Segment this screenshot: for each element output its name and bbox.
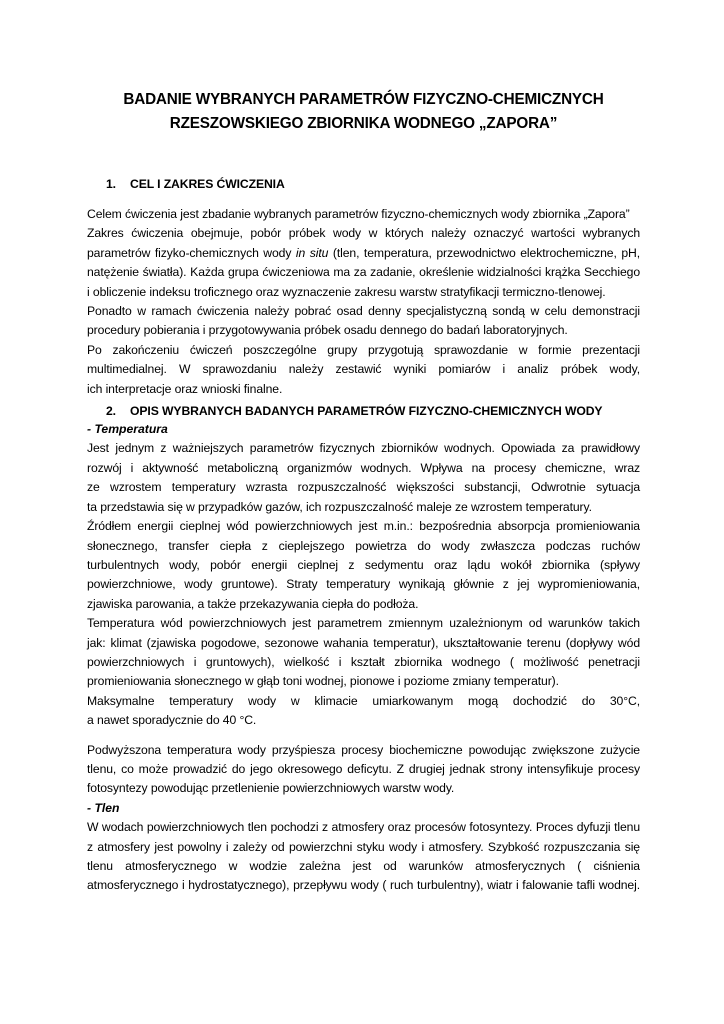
text-line: Jest jednym z ważniejszych parametrów fizycznych zbiorników wodnych. Opowiada za prawidłowy [87, 441, 640, 456]
section-1-title: CEL I ZAKRES ĆWICZENIA [130, 177, 285, 191]
text-fragment: parametrów fizyko-chemicznych wody [87, 245, 296, 260]
text-line: Ponadto w ramach ćwiczenia należy pobrać osad denny specjalistyczną sondą w celu demonstracji [87, 304, 640, 319]
text-line: tlenu atmosferycznego w wodzie zależna jest od warunków atmosferycznych ( ciśnienia [87, 859, 640, 873]
in-situ-italic: in situ [295, 245, 329, 260]
temperatura-paragraph-2 [87, 741, 640, 799]
title-line-1: BADANIE WYBRANYCH PARAMETRÓW FIZYCZNO-CHEMICZNYCH [123, 91, 604, 108]
text-line: Podwyższona temperatura wody przyśpiesza procesy biochemiczne powodując zwiększone zużycie [87, 742, 640, 757]
text-line: procedury pobierania i przygotowywania próbek osadu dennego do badań laboratoryjnych. [87, 323, 568, 338]
text-line: W wodach powierzchniowych tlen pochodzi z atmosfery oraz procesów fotosyntezy. Proces dyfuzji tlenu [87, 820, 640, 835]
text-line: promieniowania słonecznego w głąb toni wodnej, pionowe i poziome zmiany temperatur). [87, 674, 559, 689]
text-line: ze wzrostem temperatury wzrasta rozpuszczalność większości substancji, Odwrotnie sytuacja [87, 480, 640, 495]
section-1-number: 1. [106, 177, 116, 191]
document-page [87, 88, 640, 896]
text-line: Maksymalne temperatury wody w klimacie umiarkowanym mogą dochodzić do 30°C, [87, 693, 640, 708]
text-line: słonecznego, transfer ciepła z cieplejszego powietrza do wody zwłaszcza podczas ruchów [87, 538, 640, 553]
text-line: turbulentnych wody, pobór energii cieplnej z sedymentu oraz lądu wokół zbiornika (spływy [87, 557, 640, 572]
text-line: rozwój i aktywność metaboliczną organizmów wodnych. Wpływa na procesy chemiczne, wraz [87, 460, 640, 475]
text-line: natężenie światła). Każda grupa ćwiczeniowa ma za zadanie, określenie widzialności krążka Secchiego [87, 265, 640, 280]
text-line: atmosferycznego i hydrostatycznego), przepływu wody ( ruch turbulentny), wiatr i falowanie tafli wodnej. [87, 878, 640, 893]
text-line: ich interpretacje oraz wnioski finalne. [87, 381, 283, 396]
text-line: jak: klimat (zjawiska pogodowe, sezonowe wahania temperatur), ukształtowanie terenu (dopływy wód [87, 635, 640, 650]
document-title [87, 88, 640, 136]
text-line: Źródłem energii cieplnej wód powierzchniowych jest m.in.: bezpośrednia absorpcja promieniowania [87, 519, 640, 534]
text-line: fotosyntezy powodując przetlenienie powierzchniowych warstw wody. [87, 781, 455, 796]
section-2-number: 2. [106, 404, 116, 419]
temperatura-paragraph [87, 439, 640, 730]
text-line: powierzchniowe, wody gruntowe). Straty temperatury wynikają głównie z jej wypromieniowania, [87, 577, 640, 592]
section-1-paragraph [87, 205, 640, 399]
text-line: Temperatura wód powierzchniowych jest parametrem zmiennym uzależnionym od warunków takich [87, 616, 640, 631]
tlen-paragraph [87, 818, 640, 896]
text-line: Po zakończeniu ćwiczeń poszczególne grupy przygotują sprawozdanie w formie prezentacji [87, 342, 640, 357]
text-line: Zakres ćwiczenia obejmuje, pobór próbek wody w których należy oznaczyć wartości wybranych [87, 226, 640, 241]
text-line: powierzchniowych i gruntowych), wielkość i kształt zbiornika wodnego ( możliwość penetracji [87, 654, 640, 669]
text-fragment: (tlen, temperatura, przewodnictwo elektrochemiczne, pH, [328, 245, 640, 260]
text-line: i obliczenie indeksu troficznego oraz wyznaczenie zakresu warstw stratyfikacji termiczno-tlenowej. [87, 284, 606, 299]
text-line: zjawiska parowania, a także przekazywania ciepła do podłoża. [87, 596, 419, 611]
tlen-subheading: - Tlen [87, 800, 120, 815]
text-line: z atmosfery jest powolny i zależy od powierzchni styku wody i atmosfery. Szybkość rozpuszczania się [87, 839, 640, 854]
section-2-title: OPIS WYBRANYCH BADANYCH PARAMETRÓW FIZYCZNO-CHEMICZNYCH WODY [130, 404, 603, 419]
text-line: tlenu, co może prowadzić do jego okresowego deficytu. Z drugiej jednak strony intensyfikuje procesy [87, 761, 640, 776]
section-2-heading [87, 402, 640, 420]
section-1-heading [87, 175, 640, 193]
text-line: multimedialnej. W sprawozdaniu należy zestawić wyniki pomiarów i analiz próbek wody, [87, 362, 640, 377]
text-line: ta przedstawia się w przypadków gazów, ich rozpuszczalność maleje ze wzrostem temperatury. [87, 499, 592, 514]
text-line: a nawet sporadycznie do 40 °C. [87, 713, 257, 728]
text-line [87, 244, 640, 263]
text-line: Celem ćwiczenia jest zbadanie wybranych parametrów fizyczno-chemicznych wody zbiornika „Zapora” [87, 207, 630, 221]
title-line-2: RZESZOWSKIEGO ZBIORNIKA WODNEGO „ZAPORA” [169, 115, 558, 132]
temperatura-subheading: - Temperatura [87, 422, 168, 437]
